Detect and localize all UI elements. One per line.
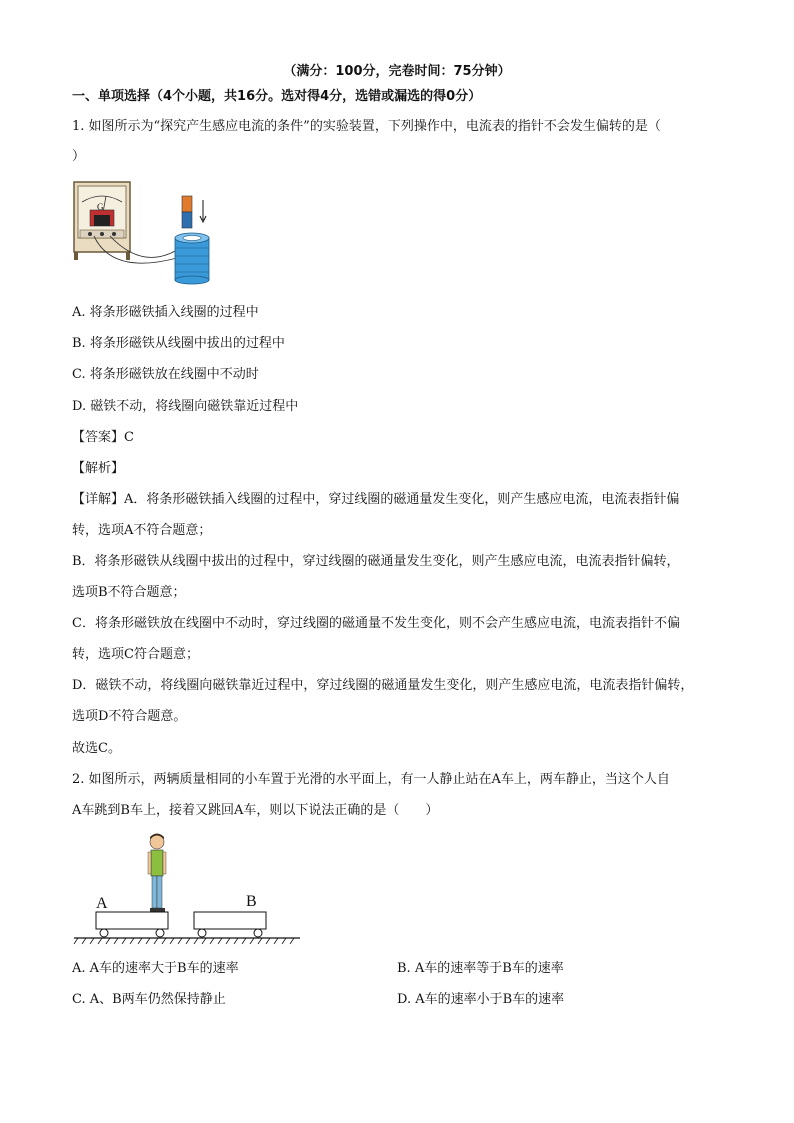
- cart-b: [194, 912, 266, 937]
- q1-detail-line: 选项B不符合题意；: [72, 585, 186, 600]
- down-arrow-icon: [200, 200, 206, 222]
- section-title: 一、单项选择（4个小题，共16分。选对得4分，选错或漏选的得0分）: [72, 89, 482, 104]
- cart-b-label: B: [246, 893, 257, 910]
- q1-stem-line2: ）: [72, 149, 86, 164]
- q2-option-b: B. A车的速率等于B车的速率: [397, 961, 564, 976]
- answer-label: 【答案】: [72, 430, 125, 445]
- person: [148, 834, 166, 913]
- bar-magnet: [182, 196, 192, 228]
- q2-figure: [72, 832, 304, 950]
- q1-detail-line: 选项D不符合题意。: [72, 709, 187, 724]
- q1-analysis-label: 【解析】: [72, 461, 125, 476]
- q1-option-c: C. 将条形磁铁放在线圈中不动时: [72, 367, 259, 382]
- q1-option-d: D. 磁铁不动，将线圈向磁铁靠近过程中: [72, 399, 299, 414]
- q2-option-a: A. A车的速率大于B车的速率: [72, 961, 239, 976]
- ground: [74, 938, 300, 944]
- q1-figure: [72, 180, 222, 285]
- q2-stem-line2: A车跳到B车上，接着又跳回A车，则以下说法正确的是（ ）: [72, 803, 439, 818]
- q1-detail-line: 【详解】A．将条形磁铁插入线圈的过程中，穿过线圈的磁通量发生变化，则产生感应电流，电流表指针偏: [72, 492, 680, 507]
- cart-a: [96, 912, 168, 937]
- q1-detail-line: B．将条形磁铁从线圈中拔出的过程中，穿过线圈的磁通量发生变化，则产生感应电流，电流表指针偏转，: [72, 554, 680, 569]
- q1-conclusion: 故选C。: [72, 741, 121, 756]
- coil: [175, 233, 209, 284]
- q1-detail-line: C．将条形磁铁放在线圈中不动时，穿过线圈的磁通量不发生变化，则不会产生感应电流，电流表指针不偏: [72, 616, 680, 631]
- q1-answer: [72, 429, 134, 447]
- exam-info: （满分：100分，完卷时间：75分钟）: [283, 64, 511, 79]
- q2-stem-line1: 2. 如图所示，两辆质量相同的小车置于光滑的水平面上，有一人静止站在A车上，两车静止，当这个人自: [72, 772, 670, 787]
- q1-detail-line: 转，选项A不符合题意；: [72, 523, 212, 538]
- q2-option-c: C. A、B两车仍然保持静止: [72, 992, 226, 1007]
- q1-detail-line: D．磁铁不动，将线圈向磁铁靠近过程中，穿过线圈的磁通量发生变化，则产生感应电流，电流表指针偏转，: [72, 678, 694, 693]
- answer-value: C: [124, 430, 134, 445]
- q1-option-b: B. 将条形磁铁从线圈中拔出的过程中: [72, 336, 285, 351]
- q2-option-d: D. A车的速率小于B车的速率: [397, 992, 565, 1007]
- cart-a-label: A: [96, 895, 108, 912]
- meter-letter: G: [97, 202, 104, 212]
- q1-option-a: A. 将条形磁铁插入线圈的过程中: [72, 305, 259, 320]
- q1-detail-line: 转，选项C符合题意；: [72, 647, 199, 662]
- q1-stem-line1: 1. 如图所示为“探究产生感应电流的条件”的实验装置，下列操作中，电流表的指针不会发生偏转的是（: [72, 119, 661, 134]
